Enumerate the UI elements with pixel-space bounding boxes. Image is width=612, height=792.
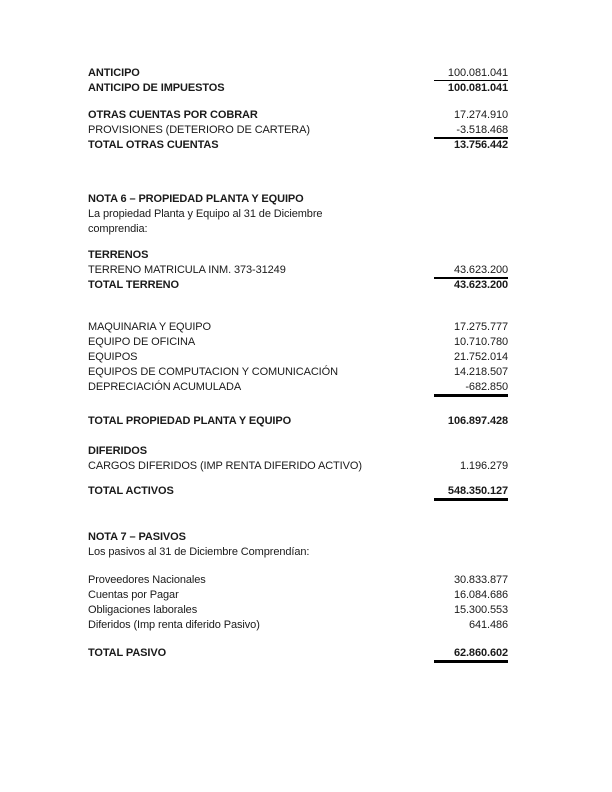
line-item-label: EQUIPOS DE COMPUTACION Y COMUNICACIÓN — [88, 366, 338, 378]
nota7-title: NOTA 7 – PASIVOS — [88, 531, 186, 543]
line-item-value: 100.081.041 — [434, 66, 508, 81]
line-item-value: 548.350.127 — [434, 484, 508, 501]
line-item-value: 43.623.200 — [453, 279, 508, 291]
nota6-intro-line2: comprendia: — [88, 223, 148, 235]
nota7-intro: Los pasivos al 31 de Diciembre Comprendían: — [88, 546, 310, 558]
line-item-obligaciones-laborales — [88, 603, 508, 618]
terrenos-heading: TERRENOS — [88, 249, 149, 261]
line-item-label: Diferidos (Imp renta diferido Pasivo) — [88, 619, 260, 631]
terrenos-heading-row — [88, 248, 508, 263]
diferidos-heading: DIFERIDOS — [88, 445, 147, 457]
line-item-value: 16.084.686 — [453, 589, 508, 601]
line-item-terreno-matricula — [88, 263, 508, 278]
line-item-anticipo-de-impuestos — [88, 81, 508, 96]
line-item-label: TOTAL OTRAS CUENTAS — [88, 139, 219, 151]
line-item-value: 30.833.877 — [453, 574, 508, 586]
nota6-title: NOTA 6 – PROPIEDAD PLANTA Y EQUIPO — [88, 193, 304, 205]
line-item-maquinaria-y-equipo — [88, 320, 508, 335]
line-item-label: TOTAL ACTIVOS — [88, 485, 174, 497]
line-item-value: 15.300.553 — [453, 604, 508, 616]
line-item-value: 14.218.507 — [453, 366, 508, 378]
line-item-label: TOTAL PASIVO — [88, 647, 167, 659]
line-item-equipos-computacion — [88, 365, 508, 380]
line-item-value: 21.752.014 — [453, 351, 508, 363]
nota6-intro-line1-row — [88, 207, 508, 222]
line-item-label: DEPRECIACIÓN ACUMULADA — [88, 381, 242, 393]
page-content — [88, 66, 508, 661]
nota6-title-row — [88, 192, 508, 207]
line-item-label: OTRAS CUENTAS POR COBRAR — [88, 109, 258, 121]
line-item-total-propiedad — [88, 414, 508, 429]
line-item-label: EQUIPOS — [88, 351, 138, 363]
line-item-equipo-de-oficina — [88, 335, 508, 350]
line-item-cargos-diferidos — [88, 459, 508, 474]
line-item-diferidos-pasivo — [88, 618, 508, 633]
line-item-value: 1.196.279 — [459, 460, 508, 472]
line-item-label: ANTICIPO — [88, 67, 140, 79]
nota6-intro-line2-row — [88, 222, 508, 237]
line-item-value: 62.860.602 — [434, 646, 508, 663]
line-item-label: Proveedores Nacionales — [88, 574, 206, 586]
nota6-intro-line1: La propiedad Planta y Equipo al 31 de Diciembre — [88, 208, 323, 220]
nota7-intro-row — [88, 545, 508, 560]
line-item-value: -682.850 — [434, 380, 508, 397]
line-item-otras-cuentas-por-cobrar — [88, 108, 508, 123]
line-item-label: CARGOS DIFERIDOS (IMP RENTA DIFERIDO ACTIVO) — [88, 460, 362, 472]
line-item-label: Obligaciones laborales — [88, 604, 198, 616]
line-item-total-activos — [88, 484, 508, 499]
line-item-label: PROVISIONES (DETERIORO DE CARTERA) — [88, 124, 310, 136]
line-item-value: 43.623.200 — [434, 263, 508, 279]
line-item-equipos — [88, 350, 508, 365]
diferidos-heading-row — [88, 444, 508, 459]
line-item-value: -3.518.468 — [434, 123, 508, 139]
line-item-label: ANTICIPO DE IMPUESTOS — [88, 82, 225, 94]
line-item-label: TOTAL TERRENO — [88, 279, 179, 291]
line-item-total-otras-cuentas — [88, 138, 508, 153]
line-item-value: 17.274.910 — [453, 109, 508, 121]
line-item-cuentas-por-pagar — [88, 588, 508, 603]
line-item-anticipo — [88, 66, 508, 81]
line-item-value: 17.275.777 — [453, 321, 508, 333]
line-item-value: 10.710.780 — [453, 336, 508, 348]
nota7-title-row — [88, 530, 508, 545]
line-item-label: TOTAL PROPIEDAD PLANTA Y EQUIPO — [88, 415, 292, 427]
line-item-depreciacion-acumulada — [88, 380, 508, 395]
line-item-label: EQUIPO DE OFICINA — [88, 336, 196, 348]
line-item-value: 100.081.041 — [447, 82, 508, 94]
line-item-provisiones — [88, 123, 508, 138]
line-item-label: TERRENO MATRICULA INM. 373-31249 — [88, 264, 286, 276]
line-item-label: MAQUINARIA Y EQUIPO — [88, 321, 212, 333]
line-item-value: 13.756.442 — [453, 139, 508, 151]
line-item-total-pasivo — [88, 646, 508, 661]
line-item-proveedores — [88, 573, 508, 588]
line-item-value: 641.486 — [468, 619, 508, 631]
line-item-label: Cuentas por Pagar — [88, 589, 179, 601]
line-item-total-terreno — [88, 278, 508, 293]
line-item-value: 106.897.428 — [447, 415, 508, 427]
